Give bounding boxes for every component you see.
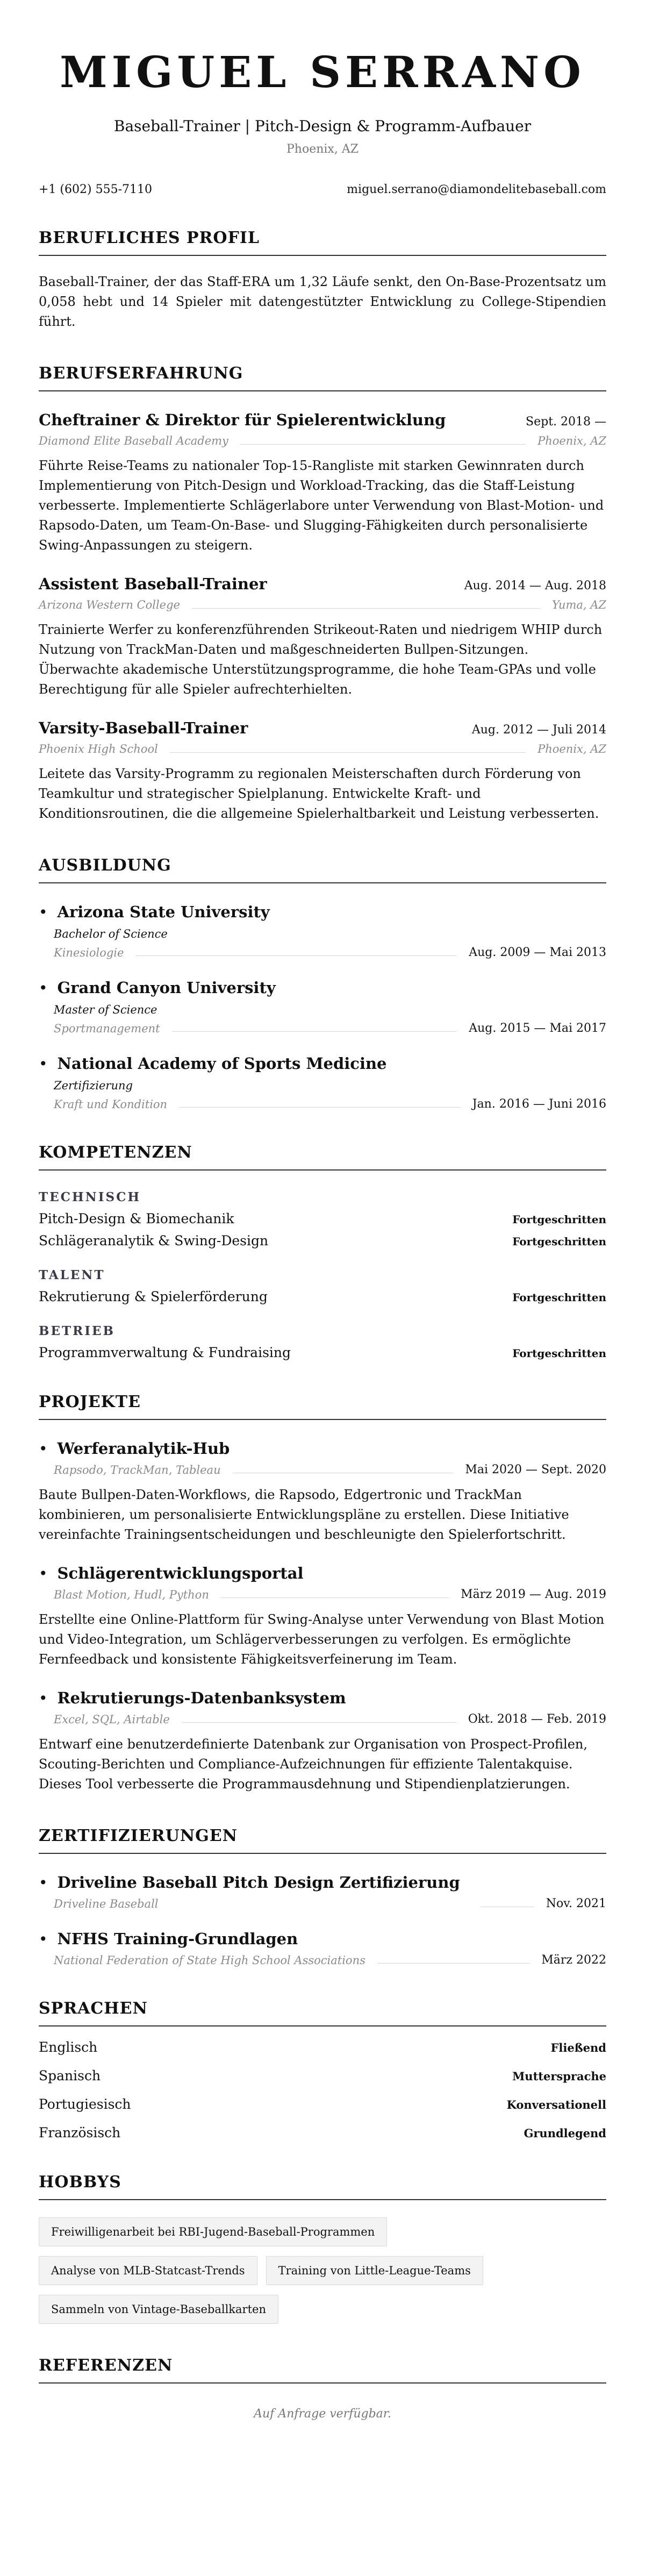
field-of-study: Sportmanagement	[54, 1022, 160, 1035]
bullet-icon: •	[39, 903, 48, 921]
leader-line	[135, 949, 457, 956]
education-entry	[39, 979, 606, 1035]
references-section	[39, 2356, 606, 2421]
email-address: miguel.serrano@diamondelitebaseball.com	[347, 183, 606, 196]
skill-row	[39, 1211, 606, 1226]
skill-group	[39, 1190, 606, 1248]
bullet-icon: •	[39, 1565, 48, 1582]
field-of-study: Kraft und Kondition	[54, 1097, 168, 1111]
skill-level: Fortgeschritten	[512, 1347, 606, 1360]
skill-name: Schlägeranalytik & Swing-Design	[39, 1233, 269, 1248]
section-title: REFERENZEN	[39, 2356, 606, 2384]
certification-name: NFHS Training-Grundlagen	[57, 1930, 298, 1948]
education-dates: Aug. 2015 — Mai 2017	[469, 1022, 606, 1035]
project-entry	[39, 1439, 606, 1545]
skill-level: Fortgeschritten	[512, 1213, 606, 1226]
education-entry	[39, 903, 606, 959]
language-level: Muttersprache	[512, 2070, 606, 2083]
job-description: Führte Reise-Teams zu nationaler Top-15-Rangliste mit starken Gewinnraten durch Implementierung von Pitch-Design und Workload-Tracking, das die Staff-Leistung verbesserte. Implementierte Schlägerlabore unter Verwendung von Blast-Motion- und Rapsodo-Daten, um Team-On-Base- und Slugging-Fähigkeiten durch personalisierte Swing-Anpassungen zu steigern.	[39, 458, 604, 553]
education-dates: Jan. 2016 — Juni 2016	[472, 1097, 606, 1111]
project-name: Schlägerentwicklungsportal	[57, 1564, 304, 1582]
skill-row	[39, 1345, 606, 1360]
skill-name: Rekrutierung & Spielerförderung	[39, 1289, 268, 1304]
section-title: HOBBYS	[39, 2173, 606, 2200]
job-dates: Sept. 2018 —	[526, 415, 606, 429]
profile-section	[39, 229, 606, 332]
language-row	[39, 2125, 606, 2140]
leader-line	[179, 1101, 461, 1108]
education-section	[39, 856, 606, 1111]
language-level: Grundlegend	[524, 2127, 606, 2140]
job-title: Cheftrainer & Direktor für Spielerentwicklung	[39, 411, 446, 429]
skills-section	[39, 1143, 606, 1360]
section-title: ZERTIFIZIERUNGEN	[39, 1826, 606, 1854]
job-location: Phoenix, AZ	[538, 743, 606, 755]
skill-level: Fortgeschritten	[512, 1291, 606, 1304]
project-name: Rekrutierungs-Datenbanksystem	[57, 1689, 346, 1707]
bullet-icon: •	[39, 1440, 48, 1458]
job-location: Yuma, AZ	[551, 598, 606, 611]
experience-section	[39, 364, 606, 824]
projects-section	[39, 1393, 606, 1794]
language-name: Englisch	[39, 2039, 98, 2055]
language-name: Spanisch	[39, 2068, 101, 2083]
education-entry	[39, 1054, 606, 1111]
section-title: KOMPETENZEN	[39, 1143, 606, 1171]
degree: Zertifizierung	[54, 1079, 133, 1092]
job-title: Varsity-Baseball-Trainer	[39, 719, 248, 737]
bullet-icon: •	[39, 1689, 48, 1707]
bullet-icon: •	[39, 979, 48, 997]
language-level: Konversationell	[506, 2098, 606, 2111]
project-tech: Excel, SQL, Airtable	[54, 1712, 170, 1726]
certification-issuer: National Federation of State High School Associations	[54, 1953, 366, 1967]
school-name: National Academy of Sports Medicine	[57, 1054, 387, 1073]
project-tech: Rapsodo, TrackMan, Tableau	[54, 1463, 221, 1476]
skill-row	[39, 1289, 606, 1304]
job-organization: Arizona Western College	[39, 598, 180, 611]
leader-line	[377, 1957, 529, 1964]
skill-name: Programmverwaltung & Fundraising	[39, 1345, 291, 1360]
degree: Master of Science	[54, 1003, 157, 1016]
section-title: PROJEKTE	[39, 1393, 606, 1420]
project-dates: Okt. 2018 — Feb. 2019	[468, 1712, 606, 1726]
skill-group	[39, 1324, 606, 1360]
section-title: BERUFLICHES PROFIL	[39, 229, 606, 256]
leader-line	[182, 1716, 456, 1723]
hobby-tag: Sammeln von Vintage-Baseballkarten	[39, 2295, 278, 2324]
language-level: Fließend	[550, 2041, 606, 2054]
project-dates: März 2019 — Aug. 2019	[461, 1588, 606, 1601]
project-name: Werferanalytik-Hub	[57, 1439, 230, 1458]
leader-line	[233, 1466, 454, 1473]
language-row	[39, 2039, 606, 2055]
hobby-tag: Analyse von MLB-Statcast-Trends	[39, 2256, 257, 2285]
skill-group	[39, 1268, 606, 1304]
skill-category: TECHNISCH	[39, 1190, 141, 1204]
headline: Baseball-Trainer | Pitch-Design & Programm-Aufbauer	[113, 117, 532, 135]
language-name: Französisch	[39, 2125, 121, 2140]
phone-number: +1 (602) 555-7110	[39, 183, 152, 196]
job-description: Trainierte Werfer zu konferenzführenden Strikeout-Raten und niedrigem WHIP durch Nutzung von TrackMan-Daten und maßgeschneiderten Bullpen-Sitzungen. Überwachte akademische Unterstützungsprogramme, die hohe Team-GPAs und volle Berechtigung für alle Spieler aufrechterhielten.	[39, 622, 603, 697]
skill-category: BETRIEB	[39, 1324, 115, 1338]
certification-date: Nov. 2021	[546, 1897, 606, 1910]
language-row	[39, 2096, 606, 2112]
section-title: AUSBILDUNG	[39, 856, 606, 883]
project-description: Erstellte eine Online-Plattform für Swing-Analyse unter Verwendung von Blast Motion und Video-Integration, um Schlägerverbesserungen zu verfolgen. Es ermöglichte Fernfeedback und konsistente Fähigkeitsverfeinerung im Team.	[39, 1612, 605, 1667]
bullet-icon: •	[39, 1055, 48, 1073]
project-tech: Blast Motion, Hudl, Python	[54, 1588, 209, 1601]
references-text: Auf Anfrage verfügbar.	[254, 2407, 391, 2421]
project-entry	[39, 1689, 606, 1794]
leader-line	[481, 1900, 534, 1907]
project-entry	[39, 1564, 606, 1669]
section-title: BERUFSERFAHRUNG	[39, 364, 606, 391]
job-description: Leitete das Varsity-Programm zu regionalen Meisterschaften durch Förderung von Teamkultur und strategischer Spielplanung. Entwickelte Kraft- und Konditionsroutinen, die die allgemeine Spielerhaltbarkeit und Leistung verbesserten.	[39, 766, 599, 821]
job-location: Phoenix, AZ	[538, 434, 606, 447]
languages-section	[39, 1999, 606, 2140]
job-title: Assistent Baseball-Trainer	[39, 575, 267, 593]
certification-entry	[39, 1873, 606, 1910]
skill-category: TALENT	[39, 1268, 105, 1282]
degree: Bachelor of Science	[54, 927, 168, 940]
profile-text: Baseball-Trainer, der das Staff-ERA um 1,32 Läufe senkt, den On-Base-Prozentsatz um 0,058 hebt und 14 Spieler mit datengestützter Entwicklung zu College-Stipendien führt.	[39, 274, 606, 329]
certification-name: Driveline Baseball Pitch Design Zertifizierung	[57, 1873, 460, 1892]
leader-line	[170, 746, 526, 753]
experience-entry	[39, 411, 606, 555]
project-dates: Mai 2020 — Sept. 2020	[465, 1463, 606, 1476]
bullet-icon: •	[39, 1930, 48, 1948]
resume-header	[39, 48, 606, 196]
certification-entry	[39, 1930, 606, 1967]
leader-line	[172, 1025, 457, 1032]
experience-entry	[39, 719, 606, 824]
project-description: Entwarf eine benutzerdefinierte Datenbank zur Organisation von Prospect-Profilen, Scouting-Berichten und Compliance-Aufzeichnungen für effiziente Talentakquise. Dieses Tool verbesserte die Programmausdehnung und Stipendienplatzierungen.	[39, 1737, 588, 1792]
school-name: Grand Canyon University	[57, 979, 276, 997]
job-organization: Phoenix High School	[39, 743, 158, 755]
job-dates: Aug. 2012 — Juli 2014	[471, 723, 606, 737]
hobby-list	[39, 2217, 606, 2324]
certification-date: März 2022	[541, 1953, 606, 1967]
education-dates: Aug. 2009 — Mai 2013	[469, 946, 606, 959]
hobbies-section	[39, 2173, 606, 2324]
leader-line	[192, 602, 540, 609]
school-name: Arizona State University	[57, 903, 270, 921]
project-description: Baute Bullpen-Daten-Workflows, die Rapsodo, Edgertronic und TrackMan kombinieren, um personalisierte Entwicklungspläne zu erstellen. Diese Initiative vereinfachte Trainingsentscheidungen und beschleunigte den Spielerfortschritt.	[39, 1487, 569, 1542]
language-row	[39, 2068, 606, 2083]
skill-level: Fortgeschritten	[512, 1235, 606, 1248]
field-of-study: Kinesiologie	[54, 946, 124, 959]
hobby-tag: Freiwilligenarbeit bei RBI-Jugend-Baseball-Programmen	[39, 2217, 387, 2246]
experience-entry	[39, 575, 606, 700]
job-dates: Aug. 2014 — Aug. 2018	[464, 579, 606, 593]
certification-issuer: Driveline Baseball	[54, 1897, 159, 1910]
header-location: Phoenix, AZ	[286, 142, 359, 156]
contact-row	[39, 183, 606, 196]
job-organization: Diamond Elite Baseball Academy	[39, 434, 228, 447]
certifications-section	[39, 1826, 606, 1967]
language-name: Portugiesisch	[39, 2096, 131, 2112]
section-title: SPRACHEN	[39, 1999, 606, 2026]
candidate-name: MIGUEL SERRANO	[60, 47, 585, 97]
skill-row	[39, 1233, 606, 1248]
leader-line	[240, 438, 526, 445]
bullet-icon: •	[39, 1874, 48, 1892]
hobby-tag: Training von Little-League-Teams	[266, 2256, 483, 2285]
skill-name: Pitch-Design & Biomechanik	[39, 1211, 234, 1226]
leader-line	[221, 1591, 449, 1598]
